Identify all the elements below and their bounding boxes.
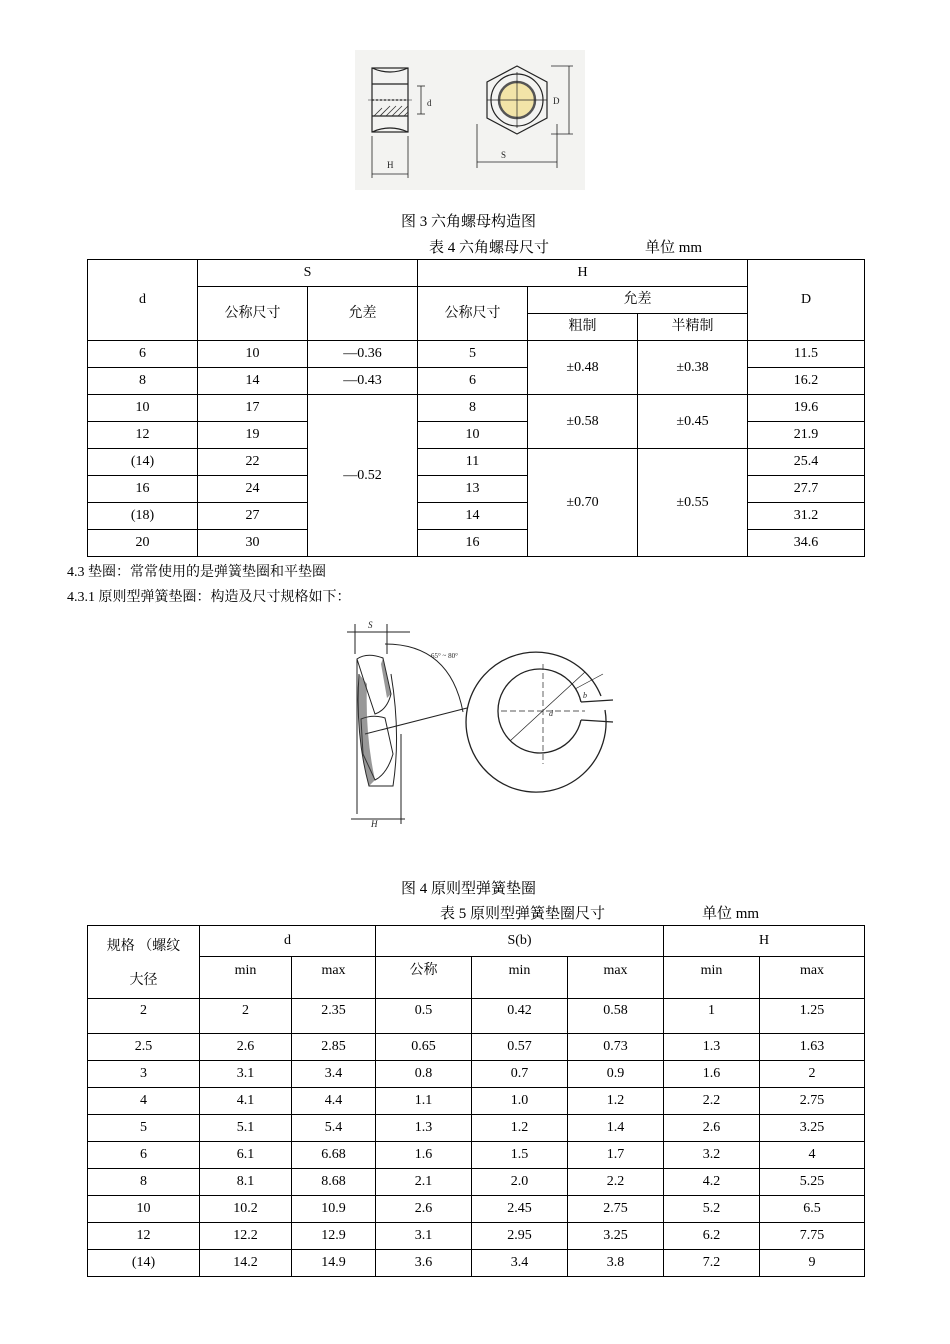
header-h: H: [664, 926, 865, 957]
cell-d: 6: [88, 341, 198, 368]
cell-d-min: 12.2: [200, 1223, 292, 1250]
cell-D: 11.5: [748, 341, 865, 368]
cell-spec: 2: [88, 999, 200, 1034]
cell-sb-nominal: 2.6: [376, 1196, 472, 1223]
cell-d-max: 2.85: [292, 1034, 376, 1061]
cell-spec: 2.5: [88, 1034, 200, 1061]
cell-sb-nominal: 0.65: [376, 1034, 472, 1061]
cell-sb-nominal: 3.1: [376, 1223, 472, 1250]
cell-h-max: 1.63: [760, 1034, 865, 1061]
washer-label-h: H: [371, 819, 378, 829]
cell-h-max: 4: [760, 1142, 865, 1169]
cell-h: 6: [418, 368, 528, 395]
cell-h-min: 6.2: [664, 1223, 760, 1250]
table-row: [88, 395, 865, 422]
nut-label-d: d: [427, 98, 432, 108]
table-row: [88, 449, 865, 476]
header-d: d: [200, 926, 376, 957]
washer-label-d: d: [549, 709, 553, 718]
cell-sb-max: 0.9: [568, 1061, 664, 1088]
cell-spec: (14): [88, 1250, 200, 1277]
cell-d-min: 10.2: [200, 1196, 292, 1223]
cell-D: 31.2: [748, 503, 865, 530]
table-row: [88, 530, 865, 557]
cell-sb-min: 1.0: [472, 1088, 568, 1115]
table-row: [88, 1088, 865, 1115]
cell-sb-max: 3.8: [568, 1250, 664, 1277]
table-5-spring-washer-sizes: [87, 925, 865, 1277]
cell-sb-max: 3.25: [568, 1223, 664, 1250]
cell-sb-min: 0.57: [472, 1034, 568, 1061]
cell-d-min: 3.1: [200, 1061, 292, 1088]
nut-label-h: H: [387, 160, 394, 170]
table-row: [88, 422, 865, 449]
cell-h: 5: [418, 341, 528, 368]
cell-d-max: 8.68: [292, 1169, 376, 1196]
cell-s-tol: —0.36: [308, 341, 418, 368]
header-coarse: 粗制: [528, 314, 638, 341]
cell-d: (18): [88, 503, 198, 530]
table-5-unit: 单位 mm: [702, 906, 760, 922]
cell-sb-min: 2.0: [472, 1169, 568, 1196]
cell-s: 14: [198, 368, 308, 395]
figure-3-caption: 图 3 六角螺母构造图: [401, 214, 537, 230]
cell-sb-max: 0.73: [568, 1034, 664, 1061]
cell-h-min: 2.6: [664, 1115, 760, 1142]
cell-h-min: 1: [664, 999, 760, 1034]
header-sb-max: max: [568, 957, 664, 999]
cell-h: 14: [418, 503, 528, 530]
cell-sb-min: 0.42: [472, 999, 568, 1034]
cell-spec: 4: [88, 1088, 200, 1115]
header-sb: S(b): [376, 926, 664, 957]
cell-spec: 8: [88, 1169, 200, 1196]
header-s-nominal: 公称尺寸: [198, 287, 308, 341]
cell-D: 16.2: [748, 368, 865, 395]
header-spec-line1: 规格 （螺纹: [106, 939, 181, 954]
table-row: [88, 503, 865, 530]
cell-sb-max: 2.75: [568, 1196, 664, 1223]
cell-h-min: 1.3: [664, 1034, 760, 1061]
cell-spec: 12: [88, 1223, 200, 1250]
cell-D: 34.6: [748, 530, 865, 557]
cell-d-max: 14.9: [292, 1250, 376, 1277]
cell-h: 8: [418, 395, 528, 422]
cell-h-max: 9: [760, 1250, 865, 1277]
cell-D: 19.6: [748, 395, 865, 422]
table-row: [88, 999, 865, 1034]
cell-h: 16: [418, 530, 528, 557]
cell-d: (14): [88, 449, 198, 476]
header-h-tolerance: 允差: [528, 287, 748, 314]
cell-s: 19: [198, 422, 308, 449]
table-row: [88, 1223, 865, 1250]
header-spec-line2: 大径: [129, 973, 158, 988]
nut-label-s: S: [501, 150, 507, 160]
cell-d: 12: [88, 422, 198, 449]
table-5-title: 表 5 原则型弹簧垫圈尺寸: [440, 906, 606, 922]
header-d-min: min: [200, 957, 292, 999]
table-row: [88, 341, 865, 368]
cell-d: 20: [88, 530, 198, 557]
header-h-min: min: [664, 957, 760, 999]
cell-h-min: 5.2: [664, 1196, 760, 1223]
cell-d-min: 8.1: [200, 1169, 292, 1196]
cell-d-min: 2: [200, 999, 292, 1034]
cell-h-max: 5.25: [760, 1169, 865, 1196]
header-sb-nominal: 公称: [376, 957, 472, 999]
cell-h-max: 7.75: [760, 1223, 865, 1250]
cell-s-tol: —0.43: [308, 368, 418, 395]
cell-sb-nominal: 2.1: [376, 1169, 472, 1196]
cell-sb-max: 1.4: [568, 1115, 664, 1142]
cell-sb-min: 1.5: [472, 1142, 568, 1169]
hex-nut-drawing: [355, 50, 585, 190]
cell-sb-min: 2.45: [472, 1196, 568, 1223]
header-d-max: max: [292, 957, 376, 999]
cell-d-min: 2.6: [200, 1034, 292, 1061]
cell-sb-min: 1.2: [472, 1115, 568, 1142]
cell-h-min: 1.6: [664, 1061, 760, 1088]
section-4-3: 4.3 垫圈：常常使用的是弹簧垫圈和平垫圈: [67, 565, 326, 580]
cell-D: 21.9: [748, 422, 865, 449]
cell-s: 17: [198, 395, 308, 422]
cell-d-min: 6.1: [200, 1142, 292, 1169]
washer-label-angle: 65° ~ 80°: [431, 652, 458, 660]
cell-h-min: 4.2: [664, 1169, 760, 1196]
washer-label-s: S: [368, 620, 373, 630]
cell-h-max: 1.25: [760, 999, 865, 1034]
cell-h-coarse: ±0.58: [528, 395, 638, 449]
cell-h-semi: ±0.55: [638, 449, 748, 557]
cell-d: 16: [88, 476, 198, 503]
cell-sb-max: 1.2: [568, 1088, 664, 1115]
cell-spec: 10: [88, 1196, 200, 1223]
cell-d-min: 5.1: [200, 1115, 292, 1142]
cell-h-coarse: ±0.48: [528, 341, 638, 395]
cell-d-max: 6.68: [292, 1142, 376, 1169]
table-row: [88, 1061, 865, 1088]
cell-d-max: 10.9: [292, 1196, 376, 1223]
table-row: [88, 1250, 865, 1277]
table-4-unit: 单位 mm: [645, 240, 703, 256]
cell-sb-nominal: 1.1: [376, 1088, 472, 1115]
cell-s: 30: [198, 530, 308, 557]
cell-h: 13: [418, 476, 528, 503]
header-spec: [88, 926, 200, 999]
cell-sb-nominal: 0.5: [376, 999, 472, 1034]
cell-sb-max: 1.7: [568, 1142, 664, 1169]
cell-d-max: 12.9: [292, 1223, 376, 1250]
cell-h: 11: [418, 449, 528, 476]
cell-s: 22: [198, 449, 308, 476]
cell-h-max: 3.25: [760, 1115, 865, 1142]
header-h-nominal: 公称尺寸: [418, 287, 528, 341]
cell-spec: 6: [88, 1142, 200, 1169]
cell-sb-nominal: 1.6: [376, 1142, 472, 1169]
header-h-max: max: [760, 957, 865, 999]
cell-spec: 3: [88, 1061, 200, 1088]
cell-h-max: 2.75: [760, 1088, 865, 1115]
cell-d-max: 4.4: [292, 1088, 376, 1115]
table-row: [88, 1034, 865, 1061]
cell-d-min: 14.2: [200, 1250, 292, 1277]
header-h: H: [418, 260, 748, 287]
table-4-hex-nut-sizes: [87, 259, 865, 557]
cell-d-max: 2.35: [292, 999, 376, 1034]
cell-s: 10: [198, 341, 308, 368]
header-sb-min: min: [472, 957, 568, 999]
table-row: [88, 1115, 865, 1142]
cell-h-min: 3.2: [664, 1142, 760, 1169]
cell-h-min: 2.2: [664, 1088, 760, 1115]
cell-d: 8: [88, 368, 198, 395]
cell-sb-min: 2.95: [472, 1223, 568, 1250]
cell-sb-max: 2.2: [568, 1169, 664, 1196]
nut-label-D: D: [553, 96, 560, 106]
table-row: [88, 1142, 865, 1169]
cell-h-max: 2: [760, 1061, 865, 1088]
table-row: [88, 1169, 865, 1196]
cell-s-tol: —0.52: [308, 395, 418, 557]
cell-h: 10: [418, 422, 528, 449]
header-s-tolerance: 允差: [308, 287, 418, 341]
figure-4-caption: 图 4 原则型弹簧垫圈: [401, 881, 537, 897]
cell-spec: 5: [88, 1115, 200, 1142]
cell-h-min: 7.2: [664, 1250, 760, 1277]
spring-washer-drawing: [335, 614, 635, 844]
cell-D: 27.7: [748, 476, 865, 503]
section-4-3-1: 4.3.1 原则型弹簧垫圈：构造及尺寸规格如下：: [67, 590, 351, 605]
cell-sb-min: 3.4: [472, 1250, 568, 1277]
table-row: [88, 1196, 865, 1223]
cell-sb-min: 0.7: [472, 1061, 568, 1088]
cell-sb-nominal: 3.6: [376, 1250, 472, 1277]
cell-sb-nominal: 0.8: [376, 1061, 472, 1088]
cell-D: 25.4: [748, 449, 865, 476]
cell-h-semi: ±0.45: [638, 395, 748, 449]
cell-s: 24: [198, 476, 308, 503]
cell-d-max: 5.4: [292, 1115, 376, 1142]
cell-h-coarse: ±0.70: [528, 449, 638, 557]
table-4-title: 表 4 六角螺母尺寸: [429, 240, 550, 256]
header-D: D: [748, 260, 865, 341]
cell-s: 27: [198, 503, 308, 530]
header-semi-fine: 半精制: [638, 314, 748, 341]
cell-h-max: 6.5: [760, 1196, 865, 1223]
table-row: [88, 368, 865, 395]
table-row: [88, 476, 865, 503]
cell-sb-max: 0.58: [568, 999, 664, 1034]
cell-d-min: 4.1: [200, 1088, 292, 1115]
header-s: S: [198, 260, 418, 287]
cell-h-semi: ±0.38: [638, 341, 748, 395]
cell-d-max: 3.4: [292, 1061, 376, 1088]
cell-d: 10: [88, 395, 198, 422]
washer-label-b: b: [583, 691, 587, 700]
header-d: d: [88, 260, 198, 341]
cell-sb-nominal: 1.3: [376, 1115, 472, 1142]
